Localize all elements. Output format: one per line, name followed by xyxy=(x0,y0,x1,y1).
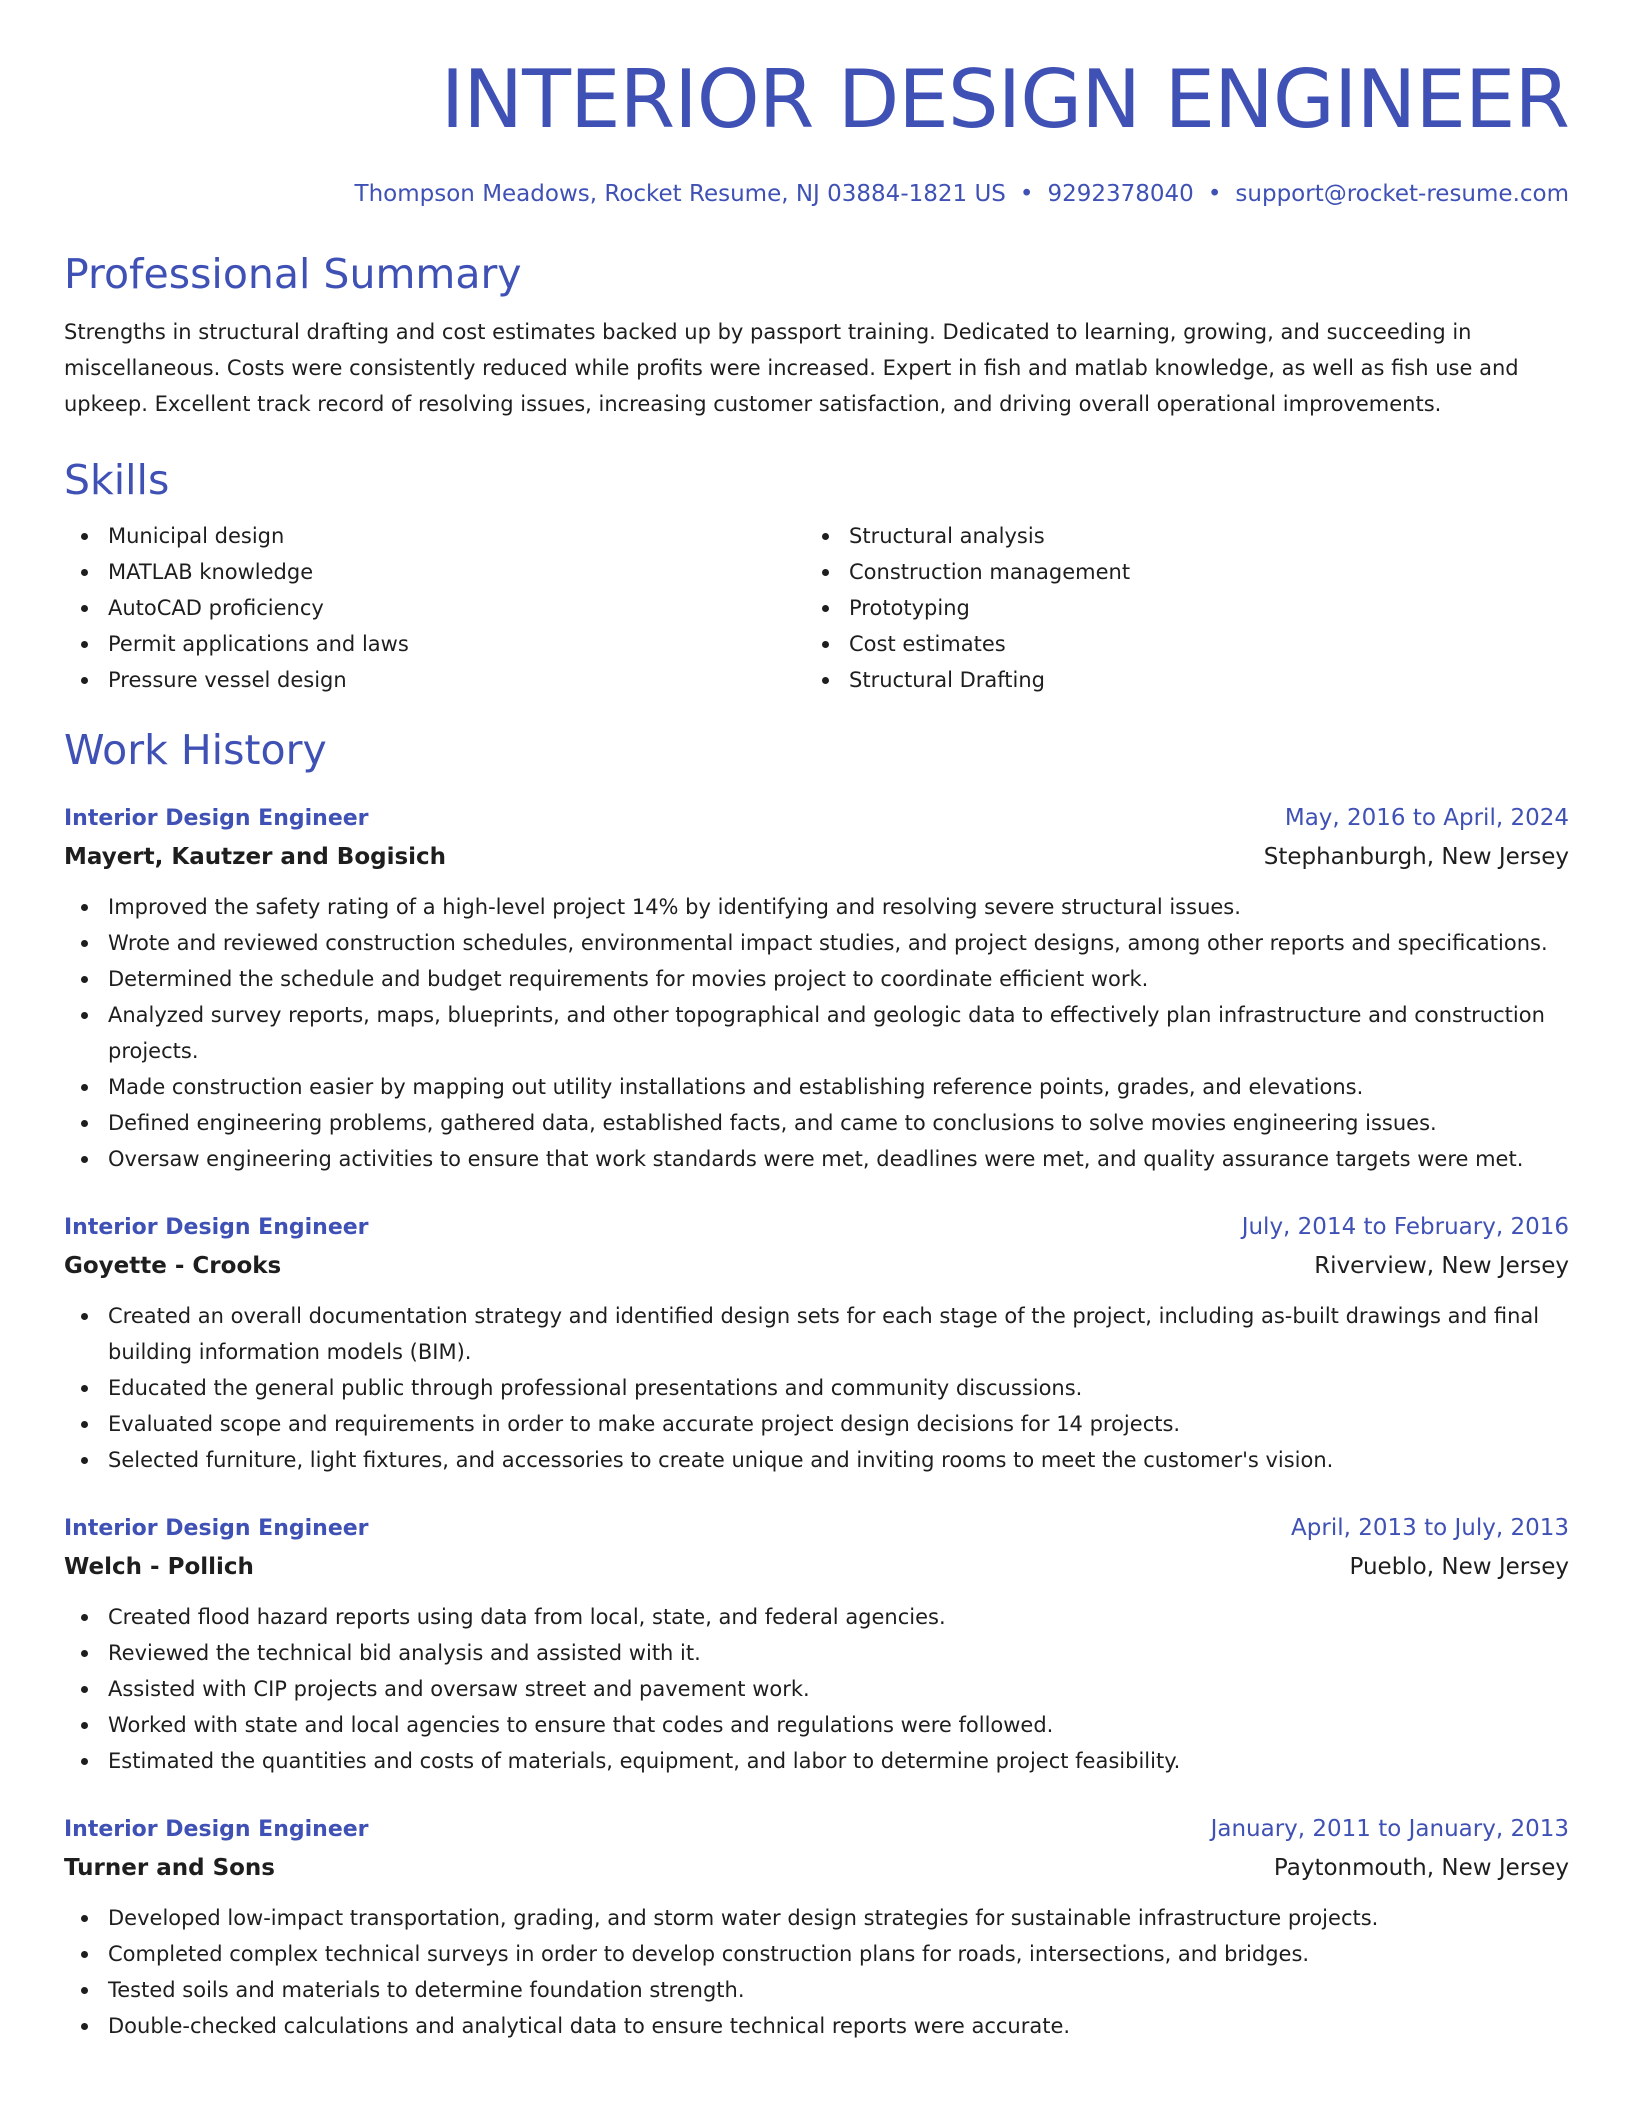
job-bullet: Reviewed the technical bid analysis and assisted with it. xyxy=(64,1635,1569,1671)
job-title-row xyxy=(64,800,1569,837)
job-title-row xyxy=(64,1510,1569,1547)
job-bullet: Selected furniture, light fixtures, and accessories to create unique and inviting rooms to meet the customer's vision. xyxy=(64,1442,1569,1478)
contact-separator: • xyxy=(1207,181,1222,207)
skill-item: Municipal design xyxy=(64,518,805,554)
job-entry xyxy=(64,800,1569,1177)
skill-item: Pressure vessel design xyxy=(64,662,805,698)
job-bullet: Evaluated scope and requirements in order to make accurate project design decisions for 14 projects. xyxy=(64,1406,1569,1442)
resume-title: INTERIOR DESIGN ENGINEER xyxy=(440,53,1569,146)
skill-item: Construction management xyxy=(805,554,1546,590)
job-location: Paytonmouth, New Jersey xyxy=(1273,1855,1569,1881)
job-company: Welch - Pollich xyxy=(64,1554,254,1580)
skill-item: Prototyping xyxy=(805,590,1546,626)
job-dates: May, 2016 to April, 2024 xyxy=(1284,805,1569,831)
skills-column-left xyxy=(64,518,805,698)
job-bullet: Oversaw engineering activities to ensure that work standards were met, deadlines were met, and quality assurance targets were met. xyxy=(64,1141,1569,1177)
job-title-row xyxy=(64,1209,1569,1246)
job-bullet: Wrote and reviewed construction schedules, environmental impact studies, and project designs, among other reports and specifications. xyxy=(64,925,1569,961)
section-heading-work-history: Work History xyxy=(64,726,327,774)
job-bullet: Determined the schedule and budget requirements for movies project to coordinate efficient work. xyxy=(64,961,1569,997)
skill-item: Structural analysis xyxy=(805,518,1546,554)
job-title: Interior Design Engineer xyxy=(64,1215,369,1240)
job-bullet: Defined engineering problems, gathered data, established facts, and came to conclusions to solve movies engineering issues. xyxy=(64,1105,1569,1141)
job-bullet: Tested soils and materials to determine foundation strength. xyxy=(64,1972,1569,2008)
skill-item: Permit applications and laws xyxy=(64,626,805,662)
job-bullet: Worked with state and local agencies to ensure that codes and regulations were followed. xyxy=(64,1707,1569,1743)
section-heading-skills: Skills xyxy=(64,456,170,504)
job-title: Interior Design Engineer xyxy=(64,1817,369,1842)
skills-grid xyxy=(64,518,1569,698)
contact-separator: • xyxy=(1019,181,1034,207)
skill-item: AutoCAD proficiency xyxy=(64,590,805,626)
job-location: Riverview, New Jersey xyxy=(1314,1253,1569,1279)
summary-text: Strengths in structural drafting and cost estimates backed up by passport training. Dedicated to learning, growing, and succeeding in miscellaneous. Costs were consistently reduced while profits were increased. Expert in fish and matlab knowledge, as well as fish use and upkeep. Excellent track record of resolving issues, increasing customer satisfaction, and driving overall operational improvements. xyxy=(64,320,1519,416)
skill-item: Structural Drafting xyxy=(805,662,1546,698)
job-bullet: Educated the general public through professional presentations and community discussions. xyxy=(64,1370,1569,1406)
job-dates: April, 2013 to July, 2013 xyxy=(1291,1515,1569,1541)
job-location: Stephanburgh, New Jersey xyxy=(1263,844,1569,870)
job-bullet: Double-checked calculations and analytical data to ensure technical reports were accurate. xyxy=(64,2008,1569,2044)
contact-line xyxy=(64,178,1569,210)
job-company-row xyxy=(64,1547,1569,1587)
job-bullets xyxy=(64,1298,1569,1478)
job-bullet: Analyzed survey reports, maps, blueprints, and other topographical and geologic data to effectively plan infrastructure and construction projects. xyxy=(64,997,1569,1069)
skills-column-right xyxy=(805,518,1546,698)
job-bullets xyxy=(64,1599,1569,1779)
job-bullets xyxy=(64,1900,1569,2044)
job-entry xyxy=(64,1510,1569,1779)
job-title-row xyxy=(64,1811,1569,1848)
job-company-row xyxy=(64,1246,1569,1286)
job-bullet: Estimated the quantities and costs of materials, equipment, and labor to determine project feasibility. xyxy=(64,1743,1569,1779)
job-company: Turner and Sons xyxy=(64,1855,275,1881)
skill-item: MATLAB knowledge xyxy=(64,554,805,590)
job-company: Goyette - Crooks xyxy=(64,1253,282,1279)
job-company-row xyxy=(64,1848,1569,1888)
job-bullet: Created flood hazard reports using data from local, state, and federal agencies. xyxy=(64,1599,1569,1635)
job-bullet: Developed low-impact transportation, grading, and storm water design strategies for sustainable infrastructure projects. xyxy=(64,1900,1569,1936)
job-title: Interior Design Engineer xyxy=(64,1516,369,1541)
job-bullet: Created an overall documentation strategy and identified design sets for each stage of the project, including as-built drawings and final building information models (BIM). xyxy=(64,1298,1569,1370)
job-dates: July, 2014 to February, 2016 xyxy=(1241,1214,1569,1240)
section-heading-summary: Professional Summary xyxy=(64,250,522,298)
job-bullet: Improved the safety rating of a high-level project 14% by identifying and resolving severe structural issues. xyxy=(64,889,1569,925)
contact-email: support@rocket-resume.com xyxy=(1235,181,1569,207)
job-entry xyxy=(64,1209,1569,1478)
job-bullet: Made construction easier by mapping out utility installations and establishing reference points, grades, and elevations. xyxy=(64,1069,1569,1105)
job-title: Interior Design Engineer xyxy=(64,806,369,831)
skill-item: Cost estimates xyxy=(805,626,1546,662)
job-entry xyxy=(64,1811,1569,2044)
job-location: Pueblo, New Jersey xyxy=(1349,1554,1569,1580)
job-bullet: Completed complex technical surveys in order to develop construction plans for roads, intersections, and bridges. xyxy=(64,1936,1569,1972)
job-bullet: Assisted with CIP projects and oversaw street and pavement work. xyxy=(64,1671,1569,1707)
job-dates: January, 2011 to January, 2013 xyxy=(1210,1816,1569,1842)
job-company: Mayert, Kautzer and Bogisich xyxy=(64,844,447,870)
job-company-row xyxy=(64,837,1569,877)
contact-address: Thompson Meadows, Rocket Resume, NJ 03884-1821 US xyxy=(354,181,1006,207)
contact-phone: 9292378040 xyxy=(1047,181,1194,207)
job-bullets xyxy=(64,889,1569,1177)
